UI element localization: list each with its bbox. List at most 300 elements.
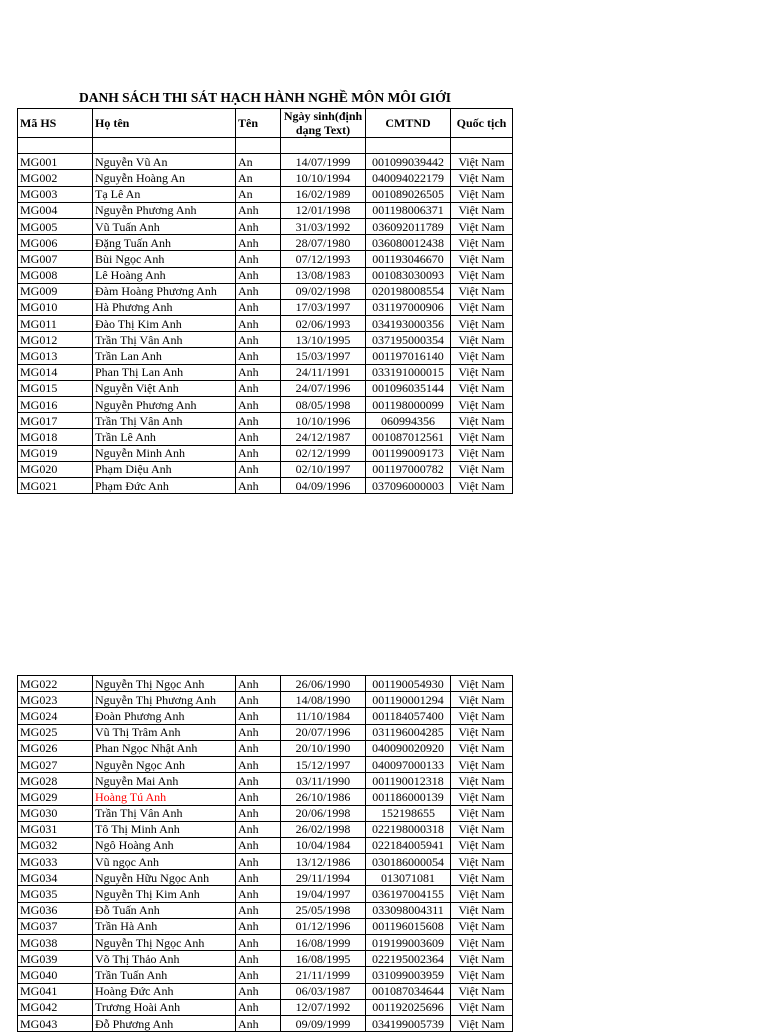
cell-cmtnd: 040094022179 xyxy=(366,170,451,186)
cell-ten: Anh xyxy=(236,364,281,380)
cell-cmtnd: 001193046670 xyxy=(366,251,451,267)
cell-quoc-tich: Việt Nam xyxy=(451,886,513,902)
cell-ho-ten: Võ Thị Thảo Anh xyxy=(93,951,236,967)
cell-cmtnd: 031099003959 xyxy=(366,967,451,983)
cell-ten: Anh xyxy=(236,413,281,429)
table-row xyxy=(18,413,513,429)
spacer-cell xyxy=(93,138,236,154)
cell-ma-hs: MG035 xyxy=(18,886,93,902)
table-row xyxy=(18,756,513,772)
cell-ten: An xyxy=(236,154,281,170)
cell-ma-hs: MG036 xyxy=(18,902,93,918)
cell-ho-ten: Trần Lan Anh xyxy=(93,348,236,364)
cell-ho-ten: Trần Thị Vân Anh xyxy=(93,805,236,821)
cell-ten: Anh xyxy=(236,218,281,234)
table-row xyxy=(18,332,513,348)
cell-ten: Anh xyxy=(236,918,281,934)
cell-ho-ten: Tô Thị Minh Anh xyxy=(93,821,236,837)
cell-ngay-sinh: 25/05/1998 xyxy=(281,902,366,918)
cell-ma-hs: MG012 xyxy=(18,332,93,348)
table-row xyxy=(18,692,513,708)
cell-ngay-sinh: 20/07/1996 xyxy=(281,724,366,740)
cell-ten: Anh xyxy=(236,676,281,692)
cell-ho-ten: Nguyễn Hoàng An xyxy=(93,170,236,186)
cell-cmtnd: 022195002364 xyxy=(366,951,451,967)
cell-cmtnd: 013071081 xyxy=(366,870,451,886)
cell-quoc-tich: Việt Nam xyxy=(451,170,513,186)
spacer-cell xyxy=(236,138,281,154)
table-row xyxy=(18,154,513,170)
cell-cmtnd: 152198655 xyxy=(366,805,451,821)
cell-ten: Anh xyxy=(236,967,281,983)
cell-ho-ten: Hà Phương Anh xyxy=(93,299,236,315)
cell-ho-ten: Ngô Hoàng Anh xyxy=(93,837,236,853)
cell-ten: Anh xyxy=(236,724,281,740)
table-row xyxy=(18,967,513,983)
cell-quoc-tich: Việt Nam xyxy=(451,935,513,951)
cell-cmtnd: 040097000133 xyxy=(366,756,451,772)
cell-quoc-tich: Việt Nam xyxy=(451,756,513,772)
table-row xyxy=(18,740,513,756)
cell-ten: Anh xyxy=(236,461,281,477)
cell-ma-hs: MG016 xyxy=(18,397,93,413)
cell-ngay-sinh: 16/08/1995 xyxy=(281,951,366,967)
cell-ten: Anh xyxy=(236,477,281,493)
cell-ngay-sinh: 13/10/1995 xyxy=(281,332,366,348)
cell-ma-hs: MG014 xyxy=(18,364,93,380)
cell-ho-ten: Nguyễn Phương Anh xyxy=(93,397,236,413)
table-row xyxy=(18,854,513,870)
cell-ngay-sinh: 26/10/1986 xyxy=(281,789,366,805)
cell-ho-ten: Hoàng Đức Anh xyxy=(93,983,236,999)
cell-ten: Anh xyxy=(236,397,281,413)
cell-ho-ten: Nguyễn Thị Phương Anh xyxy=(93,692,236,708)
cell-ho-ten: Đoàn Phương Anh xyxy=(93,708,236,724)
cell-ten: An xyxy=(236,186,281,202)
cell-ten: Anh xyxy=(236,740,281,756)
cell-ho-ten: Trần Thị Vân Anh xyxy=(93,413,236,429)
cell-ngay-sinh: 12/01/1998 xyxy=(281,202,366,218)
cell-ngay-sinh: 04/09/1996 xyxy=(281,477,366,493)
cell-ho-ten: Phạm Diệu Anh xyxy=(93,461,236,477)
header-ma-hs: Mã HS xyxy=(18,109,93,138)
cell-ngay-sinh: 09/02/1998 xyxy=(281,283,366,299)
cell-ten: Anh xyxy=(236,445,281,461)
cell-ngay-sinh: 17/03/1997 xyxy=(281,299,366,315)
cell-ho-ten: Phạm Đức Anh xyxy=(93,477,236,493)
cell-ngay-sinh: 20/06/1998 xyxy=(281,805,366,821)
header-ho-ten: Họ tên xyxy=(93,109,236,138)
table-row xyxy=(18,983,513,999)
spacer-cell xyxy=(366,138,451,154)
cell-ma-hs: MG003 xyxy=(18,186,93,202)
cell-cmtnd: 001096035144 xyxy=(366,380,451,396)
cell-quoc-tich: Việt Nam xyxy=(451,267,513,283)
cell-cmtnd: 001089026505 xyxy=(366,186,451,202)
cell-ten: Anh xyxy=(236,837,281,853)
cell-quoc-tich: Việt Nam xyxy=(451,186,513,202)
cell-ma-hs: MG023 xyxy=(18,692,93,708)
cell-quoc-tich: Việt Nam xyxy=(451,251,513,267)
cell-ngay-sinh: 14/08/1990 xyxy=(281,692,366,708)
cell-cmtnd: 001184057400 xyxy=(366,708,451,724)
cell-ma-hs: MG013 xyxy=(18,348,93,364)
cell-ma-hs: MG021 xyxy=(18,477,93,493)
cell-ten: Anh xyxy=(236,692,281,708)
cell-cmtnd: 034193000356 xyxy=(366,316,451,332)
cell-ho-ten: Trương Hoài Anh xyxy=(93,999,236,1015)
cell-ma-hs: MG006 xyxy=(18,235,93,251)
cell-ten: Anh xyxy=(236,708,281,724)
header-spacer-row xyxy=(18,138,513,154)
table-row xyxy=(18,918,513,934)
table-row xyxy=(18,477,513,493)
table-row xyxy=(18,364,513,380)
cell-cmtnd: 036080012438 xyxy=(366,235,451,251)
table-row xyxy=(18,708,513,724)
table-row xyxy=(18,870,513,886)
cell-ten: Anh xyxy=(236,380,281,396)
cell-ten: Anh xyxy=(236,429,281,445)
cell-quoc-tich: Việt Nam xyxy=(451,364,513,380)
cell-ho-ten: Nguyễn Ngọc Anh xyxy=(93,756,236,772)
cell-ngay-sinh: 15/03/1997 xyxy=(281,348,366,364)
cell-ho-ten: Hoàng Tú Anh xyxy=(93,789,236,805)
cell-cmtnd: 001087034644 xyxy=(366,983,451,999)
cell-ten: Anh xyxy=(236,1015,281,1031)
cell-quoc-tich: Việt Nam xyxy=(451,789,513,805)
table-row xyxy=(18,951,513,967)
cell-ho-ten: Vũ Thị Trâm Anh xyxy=(93,724,236,740)
cell-ngay-sinh: 06/03/1987 xyxy=(281,983,366,999)
spacer-cell xyxy=(451,138,513,154)
cell-cmtnd: 022198000318 xyxy=(366,821,451,837)
cell-quoc-tich: Việt Nam xyxy=(451,870,513,886)
table-row xyxy=(18,348,513,364)
cell-ma-hs: MG027 xyxy=(18,756,93,772)
cell-ho-ten: Nguyễn Thị Ngọc Anh xyxy=(93,676,236,692)
cell-cmtnd: 033191000015 xyxy=(366,364,451,380)
cell-cmtnd: 033098004311 xyxy=(366,902,451,918)
cell-quoc-tich: Việt Nam xyxy=(451,821,513,837)
table-row xyxy=(18,676,513,692)
cell-ma-hs: MG028 xyxy=(18,773,93,789)
cell-ten: An xyxy=(236,170,281,186)
cell-ngay-sinh: 20/10/1990 xyxy=(281,740,366,756)
table-row xyxy=(18,805,513,821)
cell-quoc-tich: Việt Nam xyxy=(451,413,513,429)
header-cmtnd: CMTND xyxy=(366,109,451,138)
cell-ho-ten: Nguyễn Vũ An xyxy=(93,154,236,170)
spacer-cell xyxy=(281,138,366,154)
cell-ma-hs: MG043 xyxy=(18,1015,93,1031)
cell-cmtnd: 020198008554 xyxy=(366,283,451,299)
table-row xyxy=(18,837,513,853)
cell-ho-ten: Bùi Ngọc Anh xyxy=(93,251,236,267)
cell-cmtnd: 001198006371 xyxy=(366,202,451,218)
cell-quoc-tich: Việt Nam xyxy=(451,999,513,1015)
cell-ten: Anh xyxy=(236,267,281,283)
cell-cmtnd: 060994356 xyxy=(366,413,451,429)
cell-ngay-sinh: 02/10/1997 xyxy=(281,461,366,477)
cell-ho-ten: Vũ ngọc Anh xyxy=(93,854,236,870)
cell-ma-hs: MG010 xyxy=(18,299,93,315)
cell-ma-hs: MG042 xyxy=(18,999,93,1015)
cell-ten: Anh xyxy=(236,821,281,837)
cell-ten: Anh xyxy=(236,902,281,918)
cell-quoc-tich: Việt Nam xyxy=(451,461,513,477)
cell-cmtnd: 036197004155 xyxy=(366,886,451,902)
cell-ten: Anh xyxy=(236,983,281,999)
table-row xyxy=(18,251,513,267)
cell-ma-hs: MG015 xyxy=(18,380,93,396)
cell-ho-ten: Phan Ngọc Nhật Anh xyxy=(93,740,236,756)
cell-ngay-sinh: 10/10/1996 xyxy=(281,413,366,429)
cell-ngay-sinh: 24/11/1991 xyxy=(281,364,366,380)
cell-ten: Anh xyxy=(236,332,281,348)
cell-ngay-sinh: 09/09/1999 xyxy=(281,1015,366,1031)
cell-ma-hs: MG024 xyxy=(18,708,93,724)
header-quoc-tich: Quốc tịch xyxy=(451,109,513,138)
cell-ho-ten: Đàm Hoàng Phương Anh xyxy=(93,283,236,299)
table-row xyxy=(18,218,513,234)
cell-ho-ten: Tạ Lê An xyxy=(93,186,236,202)
cell-ho-ten: Đào Thị Kim Anh xyxy=(93,316,236,332)
cell-ngay-sinh: 29/11/1994 xyxy=(281,870,366,886)
table-row xyxy=(18,267,513,283)
cell-ngay-sinh: 21/11/1999 xyxy=(281,967,366,983)
cell-ma-hs: MG011 xyxy=(18,316,93,332)
cell-quoc-tich: Việt Nam xyxy=(451,708,513,724)
cell-ma-hs: MG017 xyxy=(18,413,93,429)
cell-cmtnd: 001190054930 xyxy=(366,676,451,692)
cell-quoc-tich: Việt Nam xyxy=(451,902,513,918)
cell-ma-hs: MG022 xyxy=(18,676,93,692)
table-row xyxy=(18,380,513,396)
cell-quoc-tich: Việt Nam xyxy=(451,397,513,413)
cell-quoc-tich: Việt Nam xyxy=(451,918,513,934)
cell-quoc-tich: Việt Nam xyxy=(451,332,513,348)
cell-cmtnd: 037195000354 xyxy=(366,332,451,348)
table-row xyxy=(18,886,513,902)
cell-ho-ten: Nguyễn Hữu Ngọc Anh xyxy=(93,870,236,886)
table-row xyxy=(18,299,513,315)
cell-cmtnd: 001199009173 xyxy=(366,445,451,461)
header-row xyxy=(18,109,513,138)
cell-ngay-sinh: 10/10/1994 xyxy=(281,170,366,186)
cell-ho-ten: Nguyễn Phương Anh xyxy=(93,202,236,218)
cell-ho-ten: Lê Hoàng Anh xyxy=(93,267,236,283)
cell-ten: Anh xyxy=(236,789,281,805)
cell-ten: Anh xyxy=(236,283,281,299)
table-row xyxy=(18,935,513,951)
cell-quoc-tich: Việt Nam xyxy=(451,983,513,999)
cell-ngay-sinh: 13/12/1986 xyxy=(281,854,366,870)
cell-ma-hs: MG034 xyxy=(18,870,93,886)
cell-ho-ten: Trần Lê Anh xyxy=(93,429,236,445)
cell-cmtnd: 001087012561 xyxy=(366,429,451,445)
cell-ma-hs: MG031 xyxy=(18,821,93,837)
cell-quoc-tich: Việt Nam xyxy=(451,477,513,493)
cell-ma-hs: MG026 xyxy=(18,740,93,756)
cell-quoc-tich: Việt Nam xyxy=(451,316,513,332)
cell-ngay-sinh: 15/12/1997 xyxy=(281,756,366,772)
table-row xyxy=(18,724,513,740)
cell-cmtnd: 036092011789 xyxy=(366,218,451,234)
table-row xyxy=(18,902,513,918)
cell-ho-ten: Nguyễn Minh Anh xyxy=(93,445,236,461)
cell-ma-hs: MG040 xyxy=(18,967,93,983)
cell-ma-hs: MG039 xyxy=(18,951,93,967)
cell-ngay-sinh: 19/04/1997 xyxy=(281,886,366,902)
table-row xyxy=(18,445,513,461)
cell-quoc-tich: Việt Nam xyxy=(451,967,513,983)
cell-ma-hs: MG025 xyxy=(18,724,93,740)
table-row xyxy=(18,461,513,477)
cell-ma-hs: MG019 xyxy=(18,445,93,461)
cell-ten: Anh xyxy=(236,886,281,902)
cell-quoc-tich: Việt Nam xyxy=(451,740,513,756)
cell-quoc-tich: Việt Nam xyxy=(451,380,513,396)
cell-ngay-sinh: 13/08/1983 xyxy=(281,267,366,283)
cell-quoc-tich: Việt Nam xyxy=(451,724,513,740)
cell-ten: Anh xyxy=(236,951,281,967)
cell-cmtnd: 022184005941 xyxy=(366,837,451,853)
cell-ngay-sinh: 28/07/1980 xyxy=(281,235,366,251)
cell-ma-hs: MG020 xyxy=(18,461,93,477)
cell-ngay-sinh: 07/12/1993 xyxy=(281,251,366,267)
cell-ma-hs: MG004 xyxy=(18,202,93,218)
table-row xyxy=(18,202,513,218)
cell-cmtnd: 034199005739 xyxy=(366,1015,451,1031)
header-ngay-sinh: Ngày sinh(định dạng Text) xyxy=(281,109,366,138)
cell-cmtnd: 030186000054 xyxy=(366,854,451,870)
cell-cmtnd: 001192025696 xyxy=(366,999,451,1015)
table-row xyxy=(18,821,513,837)
cell-quoc-tich: Việt Nam xyxy=(451,202,513,218)
cell-ten: Anh xyxy=(236,854,281,870)
cell-ten: Anh xyxy=(236,756,281,772)
table-row xyxy=(18,429,513,445)
table-row xyxy=(18,235,513,251)
cell-ho-ten: Nguyễn Thị Ngọc Anh xyxy=(93,935,236,951)
cell-ngay-sinh: 10/04/1984 xyxy=(281,837,366,853)
cell-ngay-sinh: 16/08/1999 xyxy=(281,935,366,951)
cell-quoc-tich: Việt Nam xyxy=(451,837,513,853)
cell-quoc-tich: Việt Nam xyxy=(451,951,513,967)
table-row xyxy=(18,186,513,202)
cell-ho-ten: Phan Thị Lan Anh xyxy=(93,364,236,380)
cell-ho-ten: Nguyễn Việt Anh xyxy=(93,380,236,396)
cell-ma-hs: MG008 xyxy=(18,267,93,283)
cell-quoc-tich: Việt Nam xyxy=(451,805,513,821)
cell-ma-hs: MG038 xyxy=(18,935,93,951)
cell-ngay-sinh: 03/11/1990 xyxy=(281,773,366,789)
cell-ngay-sinh: 02/06/1993 xyxy=(281,316,366,332)
spacer-cell xyxy=(18,138,93,154)
cell-ten: Anh xyxy=(236,202,281,218)
table-row xyxy=(18,789,513,805)
cell-cmtnd: 001196015608 xyxy=(366,918,451,934)
cell-quoc-tich: Việt Nam xyxy=(451,429,513,445)
cell-ngay-sinh: 26/06/1990 xyxy=(281,676,366,692)
cell-quoc-tich: Việt Nam xyxy=(451,676,513,692)
cell-ten: Anh xyxy=(236,870,281,886)
cell-quoc-tich: Việt Nam xyxy=(451,154,513,170)
cell-ma-hs: MG030 xyxy=(18,805,93,821)
cell-ho-ten: Trần Thị Vân Anh xyxy=(93,332,236,348)
cell-quoc-tich: Việt Nam xyxy=(451,1015,513,1031)
cell-ngay-sinh: 31/03/1992 xyxy=(281,218,366,234)
cell-ngay-sinh: 16/02/1989 xyxy=(281,186,366,202)
header-ten: Tên xyxy=(236,109,281,138)
cell-cmtnd: 001099039442 xyxy=(366,154,451,170)
cell-ngay-sinh: 14/07/1999 xyxy=(281,154,366,170)
cell-ho-ten: Nguyễn Thị Kim Anh xyxy=(93,886,236,902)
cell-ma-hs: MG041 xyxy=(18,983,93,999)
candidate-table-part-2 xyxy=(17,675,513,1032)
cell-ngay-sinh: 02/12/1999 xyxy=(281,445,366,461)
cell-cmtnd: 040090020920 xyxy=(366,740,451,756)
cell-cmtnd: 031196004285 xyxy=(366,724,451,740)
cell-ngay-sinh: 26/02/1998 xyxy=(281,821,366,837)
cell-quoc-tich: Việt Nam xyxy=(451,854,513,870)
cell-quoc-tich: Việt Nam xyxy=(451,692,513,708)
cell-ho-ten: Trần Tuấn Anh xyxy=(93,967,236,983)
cell-ma-hs: MG007 xyxy=(18,251,93,267)
cell-cmtnd: 037096000003 xyxy=(366,477,451,493)
cell-ho-ten: Vũ Tuấn Anh xyxy=(93,218,236,234)
cell-cmtnd: 001198000099 xyxy=(366,397,451,413)
cell-ngay-sinh: 01/12/1996 xyxy=(281,918,366,934)
cell-ngay-sinh: 24/12/1987 xyxy=(281,429,366,445)
cell-ho-ten: Đỗ Phương Anh xyxy=(93,1015,236,1031)
cell-ten: Anh xyxy=(236,316,281,332)
cell-quoc-tich: Việt Nam xyxy=(451,218,513,234)
cell-ma-hs: MG029 xyxy=(18,789,93,805)
cell-quoc-tich: Việt Nam xyxy=(451,445,513,461)
cell-ho-ten: Đặng Tuấn Anh xyxy=(93,235,236,251)
cell-ho-ten: Nguyễn Mai Anh xyxy=(93,773,236,789)
cell-ma-hs: MG001 xyxy=(18,154,93,170)
cell-ten: Anh xyxy=(236,235,281,251)
cell-ngay-sinh: 12/07/1992 xyxy=(281,999,366,1015)
cell-ma-hs: MG032 xyxy=(18,837,93,853)
cell-quoc-tich: Việt Nam xyxy=(451,235,513,251)
table-row xyxy=(18,999,513,1015)
cell-ma-hs: MG009 xyxy=(18,283,93,299)
cell-quoc-tich: Việt Nam xyxy=(451,283,513,299)
cell-cmtnd: 001186000139 xyxy=(366,789,451,805)
cell-ma-hs: MG037 xyxy=(18,918,93,934)
cell-quoc-tich: Việt Nam xyxy=(451,299,513,315)
cell-cmtnd: 001197000782 xyxy=(366,461,451,477)
cell-cmtnd: 001197016140 xyxy=(366,348,451,364)
cell-ten: Anh xyxy=(236,299,281,315)
cell-ngay-sinh: 08/05/1998 xyxy=(281,397,366,413)
cell-cmtnd: 001083030093 xyxy=(366,267,451,283)
cell-ten: Anh xyxy=(236,935,281,951)
table-row xyxy=(18,773,513,789)
cell-ho-ten: Đỗ Tuấn Anh xyxy=(93,902,236,918)
cell-ten: Anh xyxy=(236,348,281,364)
candidate-table-part-1 xyxy=(17,108,513,494)
table-row xyxy=(18,316,513,332)
cell-ngay-sinh: 11/10/1984 xyxy=(281,708,366,724)
cell-ho-ten: Trần Hà Anh xyxy=(93,918,236,934)
cell-ma-hs: MG005 xyxy=(18,218,93,234)
cell-ten: Anh xyxy=(236,999,281,1015)
